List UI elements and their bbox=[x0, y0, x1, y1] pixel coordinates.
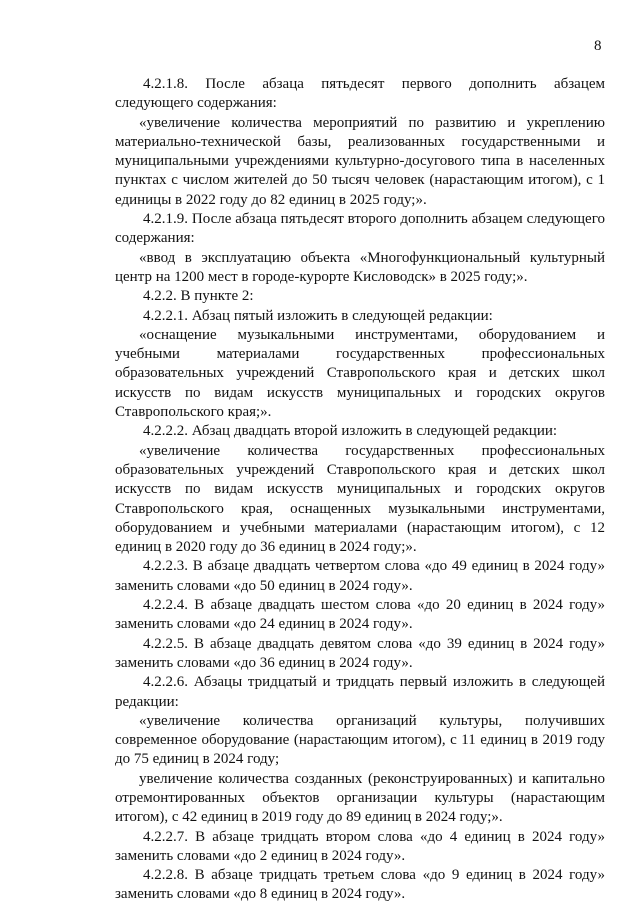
paragraph: 4.2.2.1. Абзац пятый изложить в следующей редакции: bbox=[143, 307, 493, 324]
paragraph: «увеличение количества государственных профессиональных образовательных учреждений Ставропольского края и детских школ искусств по видам искусств муниципальных и городских округов Ставропольского края, оснащенных музыкальными инструментами, оборудованием и учебными материалами (нарастающим итогом), с 12 единиц в 2020 году до 36 единиц в 2024 году;». bbox=[115, 442, 605, 556]
paragraph: «оснащение музыкальными инструментами, оборудованием и учебными материалами государственных профессиональных образовательных учреждений Ставропольского края и детских школ искусств по видам искусств муниципальных и городских округов Ставропольского края;». bbox=[115, 326, 605, 421]
paragraph: 4.2.2.7. В абзаце тридцать втором слова «до 4 единиц в 2024 году» заменить словами «до 2 единиц в 2024 году». bbox=[115, 828, 605, 864]
paragraph: 4.2.1.8. После абзаца пятьдесят первого дополнить абзацем следующего содержания: bbox=[115, 76, 605, 112]
paragraph: 4.2.2. В пункте 2: bbox=[143, 288, 254, 305]
paragraph: увеличение количества созданных (реконструированных) и капитально отремонтированных объектов организации культуры (нарастающим итогом), с 42 единиц в 2019 году до 89 единиц в 2024 году;». bbox=[115, 770, 605, 826]
paragraph: 4.2.2.8. В абзаце тридцать третьем слова «до 9 единиц в 2024 году» заменить словами «до 8 единиц в 2024 году». bbox=[115, 867, 605, 903]
paragraph: «увеличение количества организаций культуры, получивших современное оборудование (нарастающим итогом), с 11 единиц в 2019 году до 75 единиц в 2024 году; bbox=[115, 712, 605, 768]
paragraph: 4.2.1.9. После абзаца пятьдесят второго дополнить абзацем следующего содержания: bbox=[115, 211, 605, 247]
paragraph: 4.2.2.4. В абзаце двадцать шестом слова «до 20 единиц в 2024 году» заменить словами «до 24 единиц в 2024 году». bbox=[115, 597, 605, 633]
paragraph: 4.2.2.3. В абзаце двадцать четвертом слова «до 49 единиц в 2024 году» заменить словами «до 50 единиц в 2024 году». bbox=[115, 558, 605, 594]
page-number: 8 bbox=[594, 38, 602, 54]
paragraph: 4.2.2.6. Абзацы тридцатый и тридцать первый изложить в следующей редакции: bbox=[115, 674, 605, 710]
paragraph: 4.2.2.5. В абзаце двадцать девятом слова «до 39 единиц в 2024 году» заменить словами «до 36 единиц в 2024 году». bbox=[115, 635, 605, 671]
paragraph: «увеличение количества мероприятий по развитию и укреплению материально-технической базы, реализованных государственными и муниципальными учреждениями культурно-досугового типа в населенных пунктах с числом жителей до 50 тысяч человек (нарастающим итогом), с 1 единицы в 2022 году до 82 единиц в 2025 году;». bbox=[115, 114, 605, 208]
paragraph: 4.2.2.2. Абзац двадцать второй изложить в следующей редакции: bbox=[143, 423, 558, 440]
document-body bbox=[115, 75, 605, 905]
paragraph: «ввод в эксплуатацию объекта «Многофункциональный культурный центр на 1200 мест в городе-курорте Кисловодск» в 2025 году;». bbox=[115, 249, 605, 285]
